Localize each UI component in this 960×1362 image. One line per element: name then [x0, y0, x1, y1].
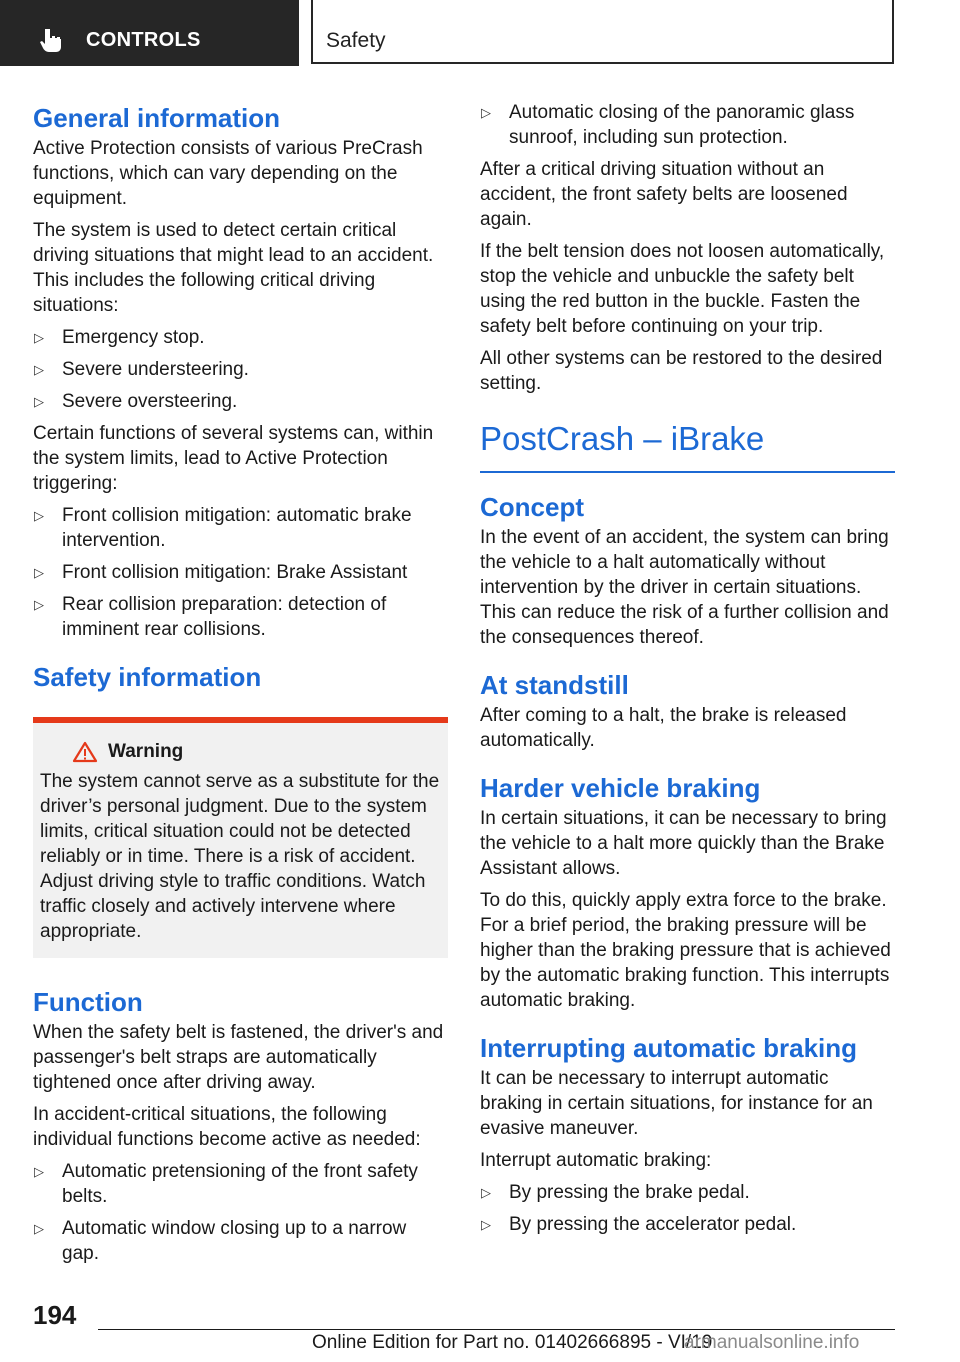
heading-harder-vehicle-braking: Harder vehicle braking: [480, 773, 761, 803]
list-item: ▷ By pressing the brake pedal.: [481, 1182, 750, 1203]
heading-function: Function: [33, 987, 143, 1017]
warning-text: The system cannot serve as a substitute for the driver’s personal judgment. Due to the system limits, critical situation could not be detected reliably or in time. There is a risk of accident. Adjust driving style to traffic conditions. Watch traffic closely and actively intervene where appropriate.: [40, 771, 440, 942]
list-item: ▷ Front collision mitigation: automatic brake intervention.: [34, 505, 412, 551]
warning-title: Warning: [72, 739, 442, 764]
paragraph: It can be necessary to interrupt automatic braking in certain situations, for instance for an evasive maneuver.: [480, 1068, 873, 1139]
paragraph: After a critical driving situation without an accident, the front safety belts are loosened again.: [480, 159, 848, 230]
footer-divider: [98, 1329, 895, 1330]
paragraph: All other systems can be restored to the desired setting.: [480, 348, 883, 394]
right-column: [480, 100, 895, 1244]
triangle-right-icon: ▷: [34, 1221, 44, 1236]
list-item: ▷ Rear collision preparation: detection of imminent rear collisions.: [34, 594, 387, 640]
list-item: ▷ Automatic window closing up to a narrow gap.: [34, 1218, 407, 1264]
paragraph: After coming to a halt, the brake is released automatically.: [480, 705, 847, 751]
paragraph: To do this, quickly apply extra force to the brake. For a brief period, the braking pressure will be higher than the braking pressure that is achieved by the automatic braking function. This interrupts automatic braking.: [480, 890, 891, 1011]
triggers-list: [33, 503, 448, 642]
functions-list-continued: [480, 100, 895, 150]
list-item: ▷ Emergency stop.: [34, 327, 205, 348]
footer-edition: Online Edition for Part no. 01402666895 - VI/19: [312, 1332, 713, 1353]
paragraph: Active Protection consists of various PreCrash functions, which can vary depending on the equipment.: [33, 138, 423, 209]
triangle-right-icon: ▷: [34, 362, 44, 377]
left-column: [33, 100, 448, 1273]
list-item: ▷ Severe oversteering.: [34, 391, 238, 412]
heading-at-standstill: At standstill: [480, 670, 629, 700]
pointing-hand-icon: [40, 27, 64, 53]
triangle-right-icon: ▷: [34, 508, 44, 523]
chapter-tab-safety[interactable]: [311, 0, 894, 64]
triangle-right-icon: ▷: [481, 105, 491, 120]
functions-list: [33, 1159, 448, 1266]
interrupt-list: [480, 1180, 895, 1237]
paragraph: In accident-critical situations, the following individual functions become active as needed:: [33, 1104, 421, 1150]
warning-triangle-icon: [72, 741, 98, 763]
list-item: ▷ By pressing the accelerator pedal.: [481, 1214, 797, 1235]
triangle-right-icon: ▷: [481, 1217, 491, 1232]
paragraph: In certain situations, it can be necessary to bring the vehicle to a halt more quickly than the Brake Assistant allows.: [480, 808, 887, 879]
paragraph: In the event of an accident, the system can bring the vehicle to a halt automatically without intervention by the driver in certain situations. This can reduce the risk of a further collision and the consequences thereof.: [480, 527, 889, 648]
triangle-right-icon: ▷: [34, 330, 44, 345]
list-item: ▷ Automatic closing of the panoramic glass sunroof, including sun protection.: [481, 102, 855, 148]
heading-postcrash-ibrake: PostCrash – iBrake: [480, 419, 895, 473]
paragraph: Certain functions of several systems can, within the system limits, lead to Active Protection triggering:: [33, 423, 434, 494]
paragraph: When the safety belt is fastened, the driver's and passenger's belt straps are automatically tightened once after driving away.: [33, 1022, 444, 1093]
section-tab-label: CONTROLS: [86, 29, 201, 51]
list-item: ▷ Severe understeering.: [34, 359, 249, 380]
chapter-tab-label: Safety: [326, 29, 386, 52]
heading-safety-information: Safety information: [33, 662, 262, 692]
paragraph: The system is used to detect certain critical driving situations that might lead to an accident. This includes the following critical driving situations:: [33, 220, 434, 316]
section-tab-controls[interactable]: [0, 0, 299, 66]
footer-watermark: armanualsonline.info: [684, 1332, 860, 1353]
situations-list: [33, 325, 448, 414]
warning-box: [33, 717, 448, 958]
heading-concept: Concept: [480, 492, 584, 522]
list-item: ▷ Front collision mitigation: Brake Assistant: [34, 562, 408, 583]
triangle-right-icon: ▷: [34, 565, 44, 580]
list-item: ▷ Automatic pretensioning of the front safety belts.: [34, 1161, 418, 1207]
page-header: [0, 0, 960, 66]
paragraph: Interrupt automatic braking:: [480, 1150, 712, 1171]
heading-interrupting-automatic-braking: Interrupting automatic braking: [480, 1033, 858, 1063]
triangle-right-icon: ▷: [34, 597, 44, 612]
triangle-right-icon: ▷: [34, 1164, 44, 1179]
triangle-right-icon: ▷: [481, 1185, 491, 1200]
paragraph: If the belt tension does not loosen automatically, stop the vehicle and unbuckle the safety belt using the red button in the buckle. Fasten the safety belt before continuing on your trip.: [480, 241, 885, 337]
page-number: 194: [33, 1300, 77, 1330]
heading-general-information: General information: [33, 103, 281, 133]
triangle-right-icon: ▷: [34, 394, 44, 409]
